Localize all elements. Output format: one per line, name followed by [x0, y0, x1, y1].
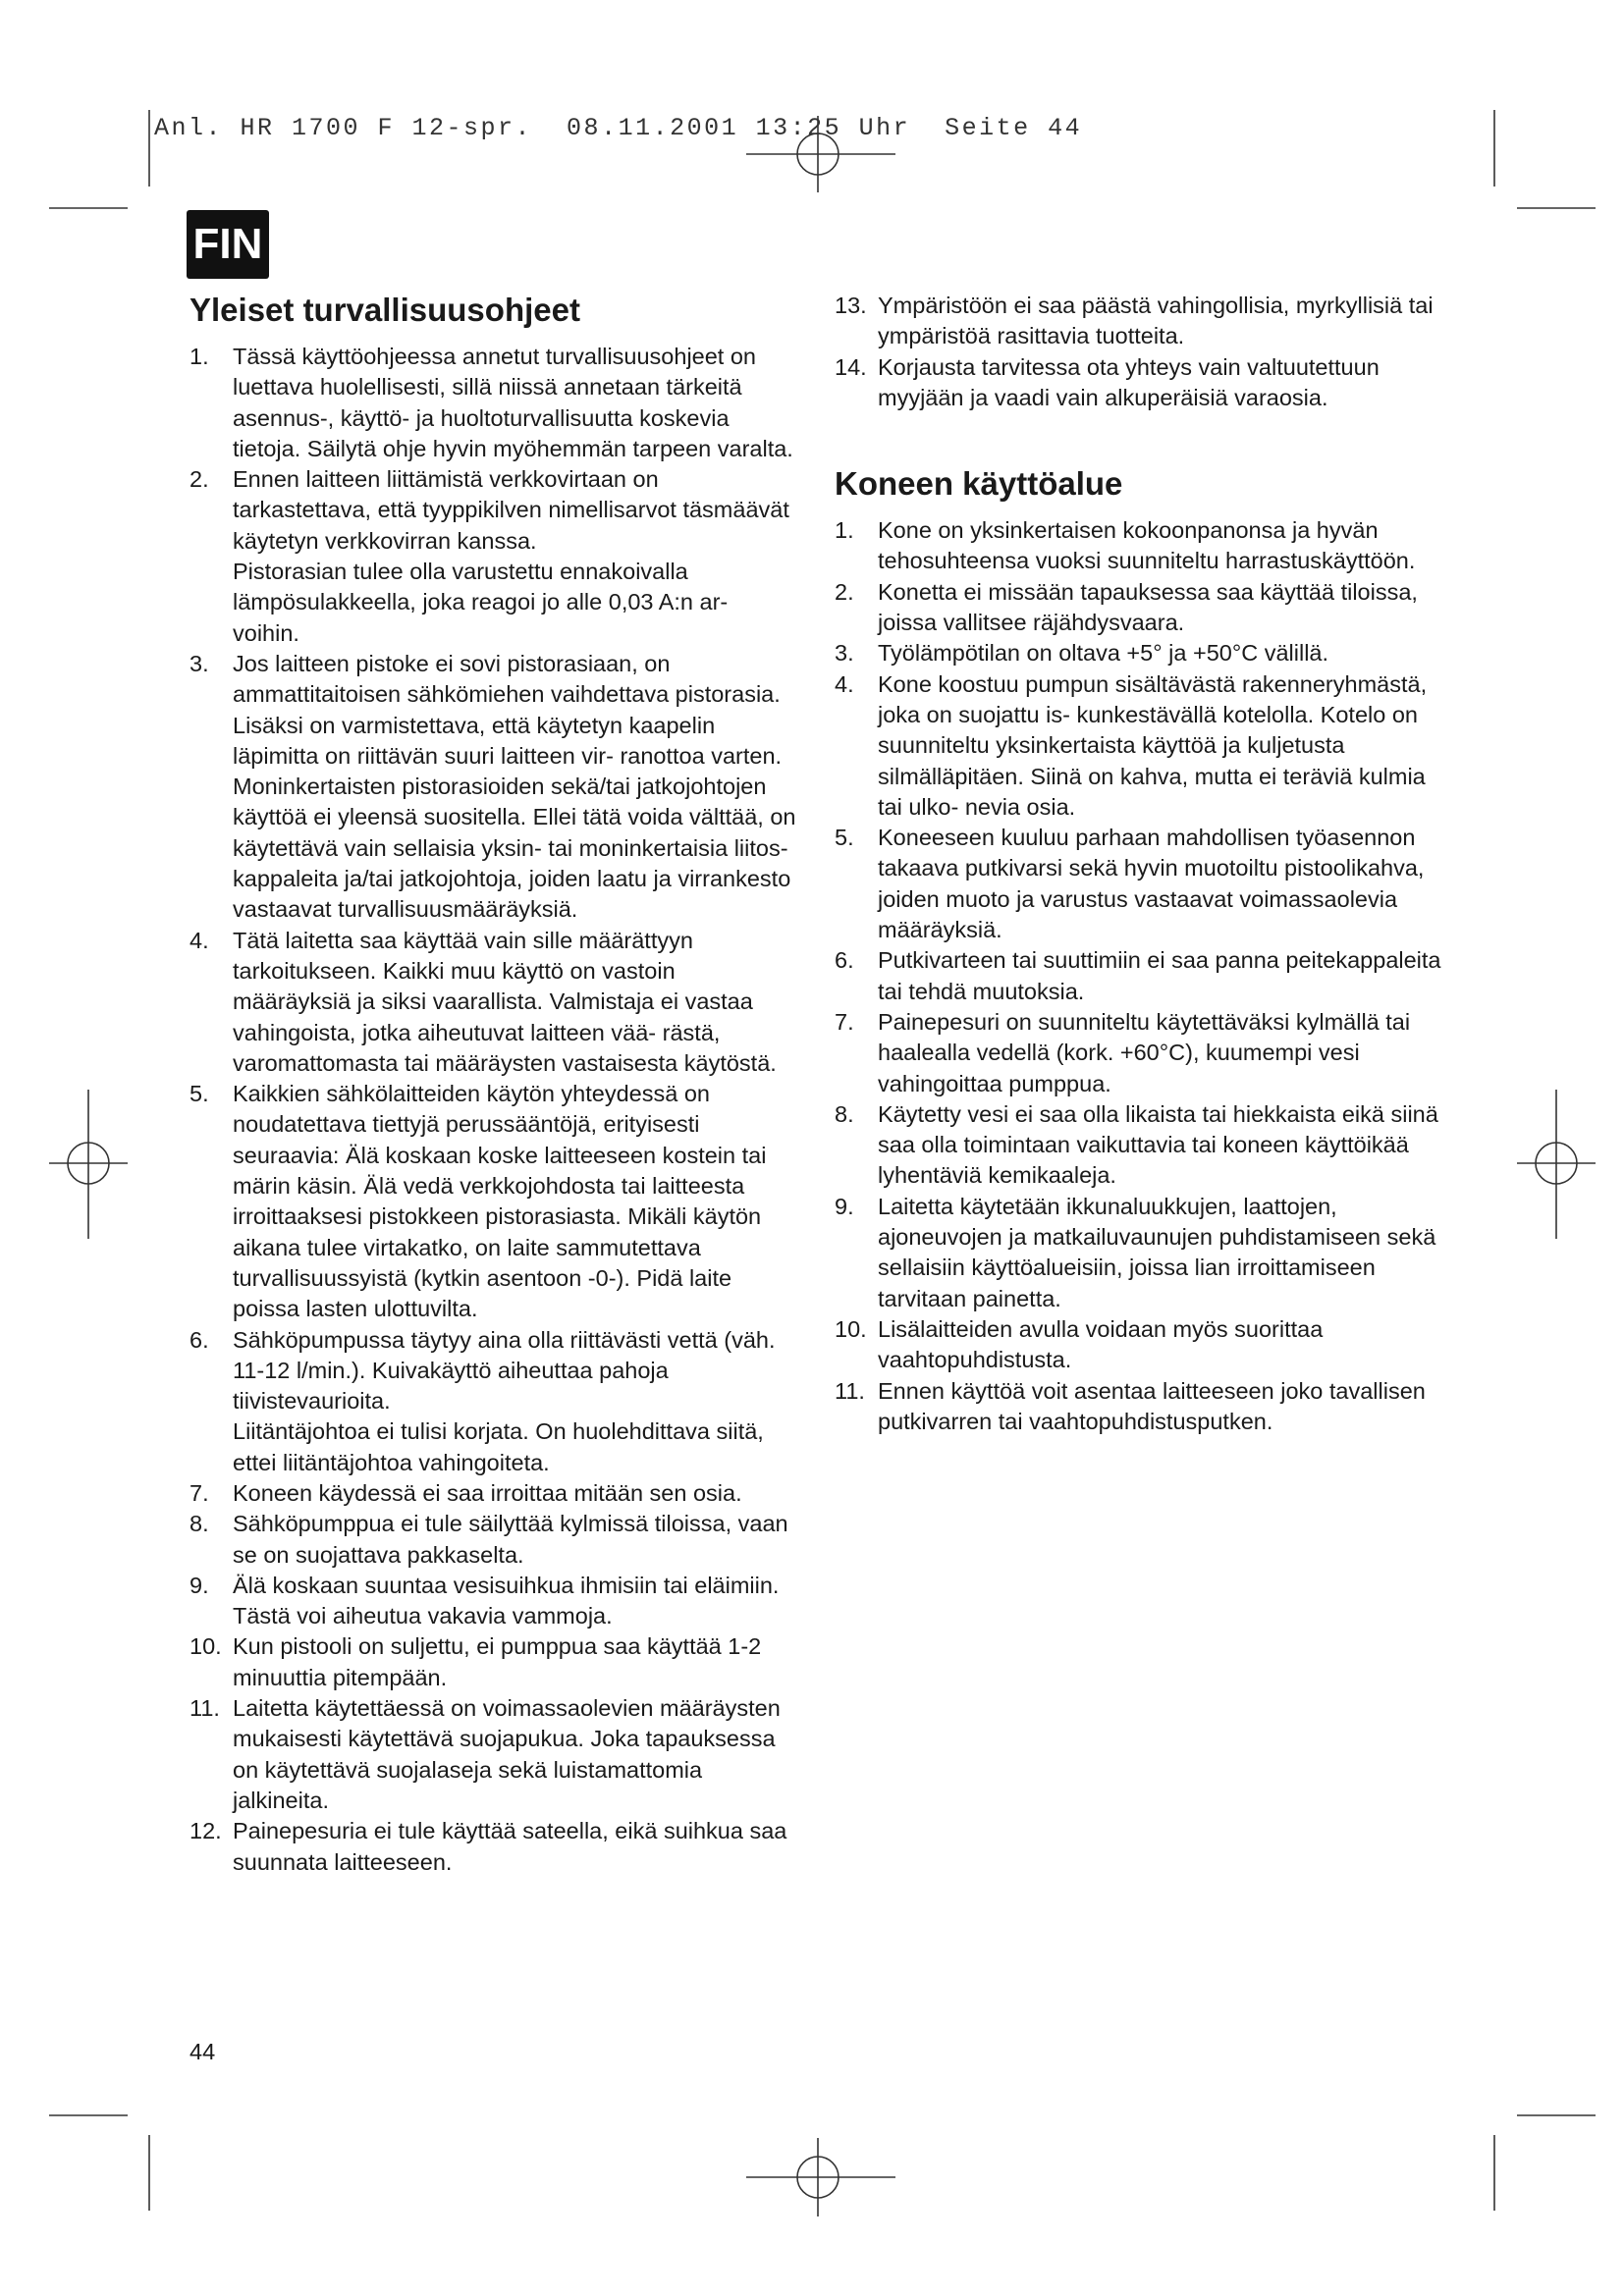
- section-title-usage: Koneen käyttöalue: [835, 465, 1123, 503]
- list-item-text: Työlämpötilan on oltava +5° ja +50°C välillä.: [878, 640, 1329, 667]
- list-item-number: 1.: [835, 517, 854, 544]
- list-item-number: 6.: [189, 1326, 209, 1353]
- list-item-text: Kone on yksinkertaisen kokoonpanonsa ja hyvän tehosuhteensa vuoksi suunniteltu harrastuskäyttöön.: [878, 517, 1416, 574]
- list-item-text: Koneeseen kuuluu parhaan mahdollisen työasennon takaava putkivarsi sekä hyvin muotoiltu pistoolikahva, joiden muoto ja varustus vastaavat voimassaolevia määräyksiä.: [878, 825, 1425, 943]
- list-item-number: 7.: [835, 1008, 854, 1035]
- list-item: [835, 1314, 1453, 1376]
- list-item-number: 4.: [835, 670, 854, 697]
- section-title-safety: Yleiset turvallisuusohjeet: [189, 292, 580, 328]
- list-item-text: Laitetta käytetään ikkunaluukkujen, laattojen, ajoneuvojen ja matkailuvaunujen puhdistamiseen sekä sellaisiin käyttöalueisiin, joissa lian irroittamiseen tarvitaan painetta.: [878, 1193, 1436, 1311]
- list-item-text: Älä koskaan suuntaa vesisuihkua ihmisiin tai eläimiin. Tästä voi aiheutua vakavia vammoja.: [233, 1572, 780, 1629]
- list-item: [835, 823, 1453, 945]
- list-item: [189, 1478, 798, 1509]
- list-item-number: 14.: [835, 353, 867, 380]
- list-item-text: Ympäristöön ei saa päästä vahingollisia, myrkyllisiä tai ympäristöä rasittavia tuotteita.: [878, 293, 1434, 349]
- list-item-number: 11.: [835, 1377, 865, 1404]
- list-item-number: 12.: [189, 1818, 222, 1844]
- list-item: [835, 515, 1453, 577]
- list-item-number: 10.: [835, 1315, 867, 1342]
- list-item-number: 2.: [189, 466, 209, 493]
- list-item: [189, 1509, 798, 1571]
- list-item: [835, 577, 1453, 639]
- list-item-text: Painepesuri on suunniteltu käytettäväksi kylmällä tai haalealla vedellä (kork. +60°C), kuumempi vesi vahingoittaa pumppua.: [878, 1008, 1411, 1096]
- list-item-text: Sähköpumppua ei tule säilyttää kylmissä tiloissa, vaan se on suojattava pakkaselta.: [233, 1511, 788, 1568]
- list-item: [835, 1376, 1453, 1438]
- list-item: [189, 1693, 798, 1816]
- list-item: [189, 1325, 798, 1478]
- list-item: [835, 945, 1453, 1007]
- left-column: [189, 291, 798, 1878]
- list-item-text: Pistorasian tulee olla varustettu ennakoivalla lämpösulakkeella, joka reagoi jo alle 0,03 A:n ar- voihin.: [233, 559, 729, 646]
- list-item-text: Liitäntäjohtoa ei tulisi korjata. On huolehdittava siitä, ettei liitäntäjohtoa vahingoiteta.: [233, 1418, 764, 1475]
- list-item-number: 11.: [189, 1695, 220, 1722]
- list-item: [835, 1192, 1453, 1314]
- list-item: [189, 1571, 798, 1632]
- list-item-text: Konetta ei missään tapauksessa saa käyttää tiloissa, joissa vallitsee räjähdysvaara.: [878, 578, 1418, 636]
- usage-area-list: [835, 515, 1453, 1437]
- list-item: [189, 649, 798, 926]
- list-item: [189, 1816, 798, 1878]
- list-item: [189, 464, 798, 649]
- list-item-number: 5.: [189, 1081, 209, 1107]
- list-item-number: 4.: [189, 927, 209, 953]
- list-item: [189, 1631, 798, 1693]
- list-item-text: Kaikkien sähkölaitteiden käytön yhteydessä on noudatettava tiettyjä perussääntöjä, erityisesti seuraavia: Älä koskaan koske laitteeseen kostein tai märin käsin. Älä vedä verkkojohdosta tai laitteesta irroittaaksesi pistokkeen pistorasiasta. Mikäli käytön aikana tulee virtakatko, on laite sammutettava turvallisuussyistä (kytkin asentoon -0-). Pidä laite poissa lasten ulottuvilta.: [233, 1081, 767, 1322]
- list-item: [835, 669, 1453, 823]
- list-item-text: Laitetta käytettäessä on voimassaolevien määräysten mukaisesti käytettävä suojapukua. Joka tapauksessa on käytettävä suojalaseja sekä luistamattomia jalkineita.: [233, 1695, 781, 1813]
- list-item-number: 9.: [189, 1572, 209, 1598]
- list-item-text: Ennen laitteen liittämistä verkkovirtaan on tarkastettava, että tyyppikilven nimellisarvot täsmäävät käytetyn verkkovirran kanssa.: [233, 466, 789, 554]
- list-item-text: Tässä käyttöohjeessa annetut turvallisuusohjeet on luettava huolellisesti, sillä niissä annetaan tärkeitä asennus-, käyttö- ja huoltoturvallisuutta koskevia tietoja. Säilytä ohje hyvin myöhemmän tarpeen varalta.: [233, 344, 793, 461]
- list-item-text: Jos laitteen pistoke ei sovi pistorasiaan, on ammattitaitoisen sähkömiehen vaihdettava pistorasia. Lisäksi on varmistettava, että käytetyn kaapelin läpimitta on riittävän suuri laitteen vir- ranottoa varten. Moninkertaisten pistorasioiden sekä/tai jatkojohtojen käyttöä ei yleensä suositella. Ellei tätä voida välttää, on käytettävä vain sellaisia yksin- tai moninkertaisia liitos- kappaleita ja/tai jatkojohtoja, joiden laatu ja virrankesto vastaavat turvallisuusmääräyksiä.: [233, 650, 796, 923]
- list-item-number: 13.: [835, 293, 867, 318]
- list-item-number: 8.: [189, 1511, 209, 1537]
- list-item: [835, 1099, 1453, 1192]
- list-item-text: Painepesuria ei tule käyttää sateella, eikä suihkua saa suunnata laitteeseen.: [233, 1818, 787, 1875]
- list-item-number: 10.: [189, 1633, 222, 1660]
- list-item-number: 2.: [835, 578, 854, 605]
- list-item-text: Lisälaitteiden avulla voidaan myös suorittaa vaahtopuhdistusta.: [878, 1315, 1324, 1373]
- list-item-text: Sähköpumpussa täytyy aina olla riittävästi vettä (väh. 11-12 l/min.). Kuivakäyttö aiheuttaa pahoja tiivistevaurioita.: [233, 1326, 776, 1415]
- list-item-number: 7.: [189, 1479, 209, 1506]
- list-item-number: 3.: [835, 640, 854, 667]
- list-item-number: 5.: [835, 825, 854, 851]
- list-item-number: 3.: [189, 650, 209, 676]
- page-number: 44: [189, 2039, 216, 2064]
- list-item-text: Ennen käyttöä voit asentaa laitteeseen joko tavallisen putkivarren tai vaahtopuhdistusputken.: [878, 1377, 1426, 1434]
- list-item-text: Putkivarteen tai suuttimiin ei saa panna peitekappaleita tai tehdä muutoksia.: [878, 947, 1441, 1004]
- list-item: [835, 291, 1453, 352]
- list-item-text: Tätä laitetta saa käyttää vain sille määrättyyn tarkoitukseen. Kaikki muu käyttö on vastoin määräyksiä ja siksi vaarallista. Valmistaja ei vastaa vahingoista, jotka aiheutuvat laitteen vää- rästä, varomattomasta tai määräysten vastaisesta käytöstä.: [233, 927, 777, 1076]
- list-item-number: 8.: [835, 1100, 854, 1127]
- right-column: [835, 291, 1453, 1437]
- list-item: [835, 638, 1453, 668]
- list-item-number: 1.: [189, 344, 209, 369]
- list-item: [835, 1007, 1453, 1099]
- list-item-text: Kun pistooli on suljettu, ei pumppua saa käyttää 1-2 minuuttia pitempään.: [233, 1633, 762, 1690]
- list-item-text: Kone koostuu pumpun sisältävästä rakenneryhmästä, joka on suojattu is- kunkestävällä kotelolla. Kotelo on suunniteltu yksinkertaista käyttöä ja kuljetusta silmälläpitäen. Siinä on kahva, mutta ei teräviä kulmia tai ulko- nevia osia.: [878, 670, 1428, 820]
- list-item-number: 6.: [835, 947, 854, 974]
- list-item: [189, 1079, 798, 1324]
- list-item-text: Korjausta tarvitessa ota yhteys vain valtuutettuun myyjään ja vaadi vain alkuperäisiä varaosia.: [878, 353, 1380, 410]
- list-item-text: Koneen käydessä ei saa irroittaa mitään sen osia.: [233, 1479, 742, 1506]
- list-item: [189, 926, 798, 1079]
- list-item-number: 9.: [835, 1193, 854, 1219]
- safety-instructions-list-continued: [835, 291, 1453, 413]
- print-slug-header: Anl. HR 1700 F 12-spr. 08.11.2001 13:25 Uhr Seite 44: [154, 114, 1083, 142]
- list-item-text: Käytetty vesi ei saa olla likaista tai hiekkaista eikä siinä saa olla toimintaan vaikuttavia tai koneen käyttöikää lyhentäviä kemikaaleja.: [878, 1100, 1438, 1189]
- list-item: [835, 352, 1453, 414]
- safety-instructions-list: [189, 342, 798, 1878]
- language-badge: FIN: [187, 210, 269, 279]
- list-item: [189, 342, 798, 464]
